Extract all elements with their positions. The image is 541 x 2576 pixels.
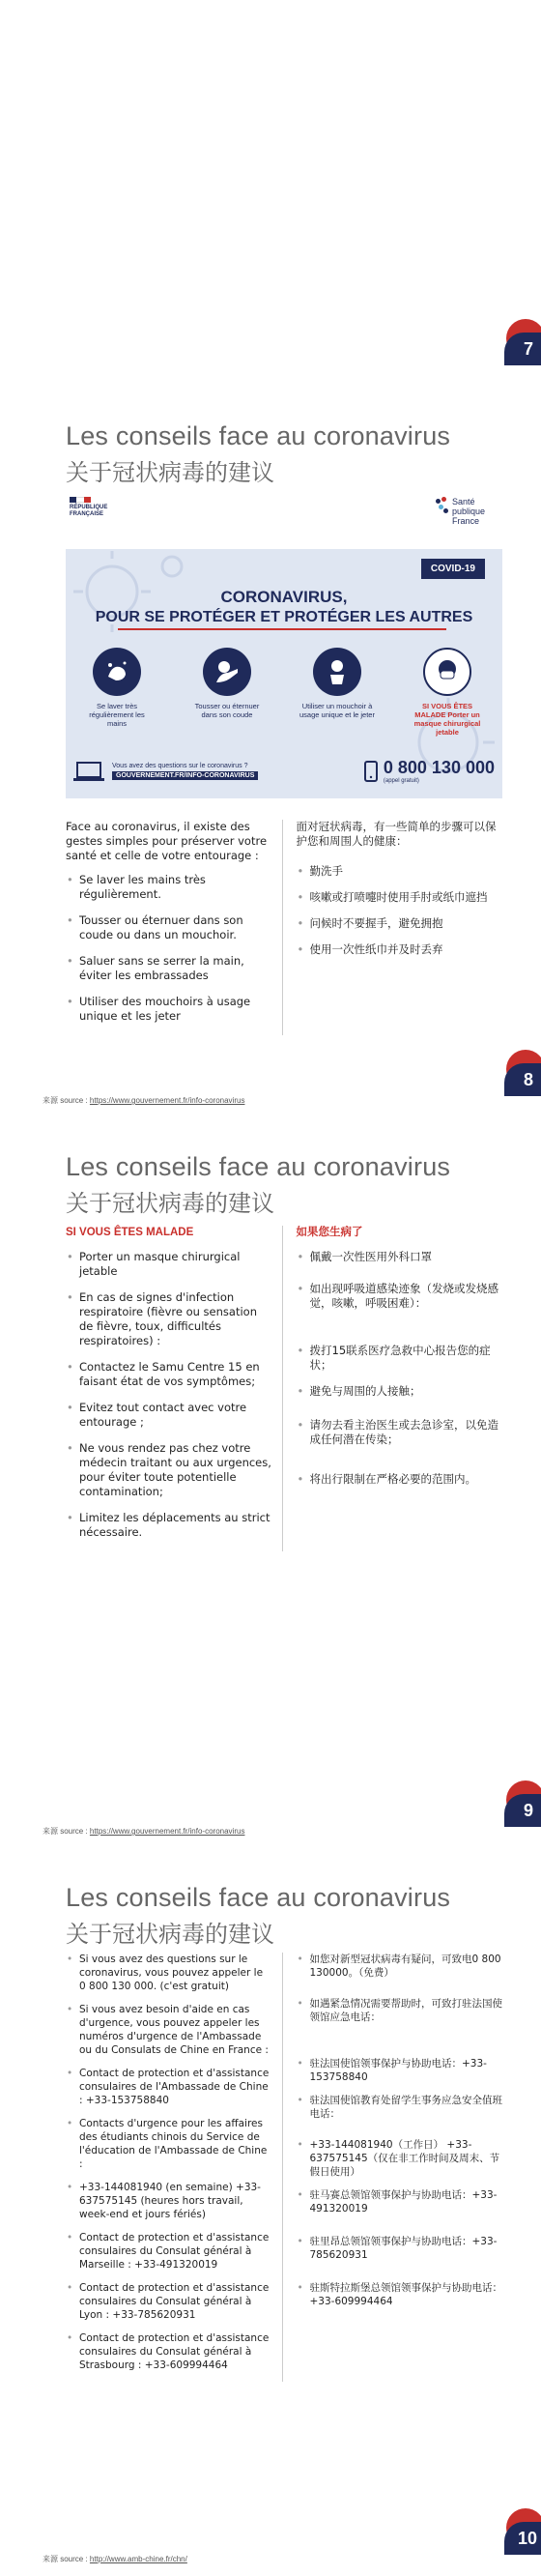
page-number-badge [493,327,541,365]
list-item: • 使用一次性纸巾并及时丢弃 [297,942,503,957]
title-chinese: 关于冠状病毒的建议 [66,1190,274,1217]
title-chinese: 关于冠状病毒的建议 [66,1921,274,1948]
tissue-icon [313,648,361,696]
list-item: • +33-144081940（工作日） +33-637575145（仅在非工作时间及周末、节假日使用） [297,2138,503,2179]
slide-title [66,1152,450,1218]
list-item: • En cas de signes d'infection respiratoire (fièvre ou sensation de fièvre, toux, difficultés respiratoires) : [66,1290,272,1348]
poster-headline: CORONAVIRUS, POUR SE PROTÉGER ET PROTÉGER LES AUTRES [95,588,473,625]
advice-columns [66,1226,502,1551]
column-heading: 如果您生病了 [296,1227,363,1238]
list-item: • Contacts d'urgence pour les affaires des étudiants chinois du Service de l'éducation de l'Ambassade de Chine : [66,2117,272,2171]
list-item: • 请勿去看主治医生或去急诊室，以免造成任何潜在传染； [297,1418,503,1447]
list-item: • Porter un masque chirurgical jetable [66,1250,272,1279]
intro-french: Face au coronavirus, il existe des gestes simples pour préserver votre santé et celle de votre entourage : [66,820,268,862]
gesture-hand-wash: Se laver très régulièrement les mains [79,648,155,737]
hotline-number: 0 800 130 000 [383,758,495,777]
covid-poster [66,493,502,800]
phone-icon [364,761,378,782]
source-link[interactable]: https://www.gouvernement.fr/info-coronavirus [89,1827,245,1836]
contact-columns [66,1953,502,2382]
list-item: • 勤洗手 [297,864,503,879]
covid-19-tag: COVID-19 [421,559,485,579]
headline-underline [118,628,446,630]
slide-8 [0,387,541,1117]
source-note: 来源 source : https://www.gouvernement.fr/info-coronavirus [43,1096,245,1105]
slide-7 [0,0,541,387]
list-item: • Si vous avez besoin d'aide en cas d'urgence, vous pouvez appeler les numéros d'urgence de l'Ambassade ou du Consulats de Chine en France : [66,2003,272,2057]
source-link[interactable]: https://www.gouvernement.fr/info-coronavirus [89,1096,245,1105]
republique-francaise-logo: RÉPUBLIQUE FRANÇAISE [70,497,118,518]
source-note: 来源 source : http://www.amb-chine.fr/chn/ [43,2555,187,2563]
list-item: • Contact de protection et d'assistance consulaires du Consulat général à Marseille : +33-491320019 [66,2231,272,2272]
slide-title [66,421,450,487]
website-label: GOUVERNEMENT.FR/INFO-CORONAVIRUS [112,771,258,780]
list-item: • Ne vous rendez pas chez votre médecin traitant ou aux urgences, pour éviter toute potentielle contamination; [66,1441,272,1499]
list-item: • 驻斯特拉斯堡总领馆领事保护与协助电话：+33-609994464 [297,2281,503,2308]
list-item: • 如出现呼吸道感染迹象（发烧或发烧感觉，咳嗽，呼吸困难）： [297,1282,503,1311]
page-number-badge [493,2516,541,2555]
french-column [66,820,272,1035]
list-item: • Contactez le Samu Centre 15 en faisant état de vos symptômes; [66,1360,272,1389]
list-item: • 佩戴一次性医用外科口罩 [297,1250,503,1264]
barrier-gestures [79,648,485,737]
column-heading: SI VOUS ÊTES MALADE [66,1227,194,1238]
title-french: Les conseils face au coronavirus [66,1152,451,1181]
list-item: • 驻马赛总领馆领事保护与协助电话：+33-491320019 [297,2188,503,2215]
chinese-column [282,820,503,1035]
list-item: • +33-144081940 (en semaine) +33-637575145 (heures hors travail, week-end et jours fériés) [66,2181,272,2221]
poster-footer [73,758,495,784]
page-number: 9 [523,1801,533,1820]
list-item: • 如您对新型冠状病毒有疑问，可致电0 800 130000。（免费） [297,1953,503,1980]
page-number-badge [493,1057,541,1096]
list-item: • 咳嗽或打喷嚏时使用手肘或纸巾遮挡 [297,890,503,905]
slide-10 [0,1848,541,2576]
gesture-cough-elbow: Tousser ou éternuer dans son coude [189,648,265,737]
list-item: • 避免与周围的人接触； [297,1384,503,1399]
list-item: • Utiliser des mouchoirs à usage unique et les jeter [66,995,272,1024]
page-number-badge [493,1788,541,1827]
list-item: • 如遇紧急情况需要帮助时，可致打驻法国使领馆应急电话： [297,1997,503,2024]
cough-elbow-icon [203,648,251,696]
source-link[interactable]: http://www.amb-chine.fr/chn/ [89,2555,187,2563]
sante-publique-logo: Santé publique France [436,497,485,526]
hand-wash-icon [93,648,141,696]
slide-title [66,1883,450,1949]
hotline-note: (appel gratuit) [383,778,419,784]
list-item: • Limitez les déplacements au strict nécessaire. [66,1511,272,1540]
french-column [66,1953,272,2382]
mask-icon [423,648,471,696]
page-number: 10 [517,2529,537,2548]
title-chinese: 关于冠状病毒的建议 [66,459,274,486]
list-item: • Si vous avez des questions sur le coronavirus, vous pouvez appeler le 0 800 130 000. (c'est gratuit) [66,1953,272,1993]
list-item: • Contact de protection et d'assistance consulaires du Consulat général à Lyon : +33-785620931 [66,2281,272,2322]
list-item: • Contact de protection et d'assistance consulaires de l'Ambassade de Chine : +33-153758840 [66,2067,272,2107]
title-french: Les conseils face au coronavirus [66,1883,451,1912]
gesture-tissue: Utiliser un mouchoir à usage unique et le jeter [299,648,375,737]
advice-columns [66,820,502,1035]
list-item: • 问候时不要握手，避免拥抱 [297,916,503,931]
intro-chinese: 面对冠状病毒，有一些简单的步骤可以保护您和周围人的健康： [296,820,497,848]
questions-text: Vous avez des questions sur le coronavirus ? [112,762,248,769]
list-item: • Tousser ou éternuer dans son coude ou dans un mouchoir. [66,913,272,942]
page-number: 8 [523,1070,533,1089]
title-french: Les conseils face au coronavirus [66,421,451,450]
chinese-column [282,1226,503,1551]
list-item: • 拨打15联系医疗急救中心报告您的症状； [297,1344,503,1373]
chinese-column [282,1953,503,2382]
gesture-mask: SI VOUS ÊTES MALADE Porter un masque chirurgical jetable [410,648,485,737]
source-note: 来源 source : https://www.gouvernement.fr/info-coronavirus [43,1827,245,1836]
list-item: • Evitez tout contact avec votre entourage ; [66,1401,272,1430]
slide-9 [0,1117,541,1848]
list-item: • 将出行限制在严格必要的范围内。 [297,1472,503,1487]
list-item: • Contact de protection et d'assistance consulaires du Consulat général à Strasbourg : +33-609994464 [66,2331,272,2372]
french-column [66,1226,272,1551]
list-item: • Saluer sans se serrer la main, éviter les embrassades [66,954,272,983]
laptop-icon [73,761,104,782]
list-item: • 驻里昂总领馆领事保护与协助电话：+33-785620931 [297,2235,503,2262]
page-number: 7 [523,339,533,359]
list-item: • Se laver les mains très régulièrement. [66,873,272,902]
list-item: • 驻法国使馆领事保护与协助电话：+33-153758840 [297,2057,503,2084]
list-item: • 驻法国使馆教育处留学生事务应急安全值班电话： [297,2094,503,2121]
